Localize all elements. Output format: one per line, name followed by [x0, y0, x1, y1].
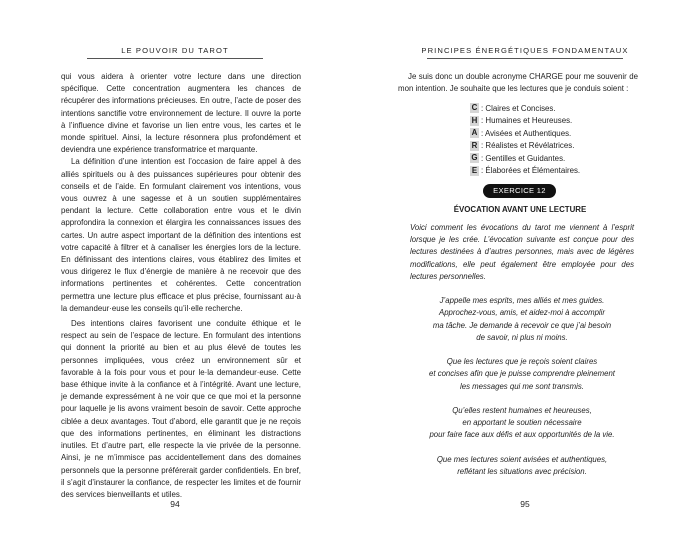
exercise-badge: EXERCICE 12 [483, 184, 556, 198]
stanza-line: J’appelle mes esprits, mes alliés et mes guides. [439, 296, 605, 306]
invocation-stanza [410, 295, 634, 344]
stanza-line: Que les lectures que je reçois soient claires [446, 357, 598, 367]
acronym-letter: E [471, 165, 478, 175]
paragraph: La définition d’une intention est l’occasion de faire appel à des alliés spirituels ou à des puissances supérieures pour obtenir des conseils et de l’aide. En formulant clairement vos intentions, vous vous ouvrez à une sagesse et à un soutien supplémentaires pendant la lecture. Cette collaboration entre vous et le divin approfondira la connexion et élargira les connaissances issues des cartes. Un autre aspect important de la définition des intentions est votre capacité à filtrer et à canaliser les énergies lors de la lecture. En définissant des intentions claires, vous établirez des limites et vous dirigerez le flux d’énergie de manière à ne recevoir que des informations pertinentes et cohérentes. Cette concentration permettra une lecture plus efficace et plus précise, fournissant au·à la demandeur·euse les conseils qu’il·elle recherche. [61, 157, 301, 313]
invocation-text [410, 222, 634, 478]
stanza-line: en apportant le soutien nécessaire [462, 418, 582, 428]
invocation-stanza [410, 405, 634, 442]
body-text-right [398, 71, 638, 95]
list-item [470, 152, 580, 165]
acronym-text: : Réalistes et Révélatrices. [481, 141, 575, 151]
invocation-stanza [410, 454, 634, 478]
running-head-left [0, 46, 350, 55]
list-item [470, 127, 580, 140]
list-item [470, 140, 580, 153]
running-head-rule [427, 58, 623, 59]
running-head-title: LE POUVOIR DU TAROT [121, 46, 229, 55]
exercise-title: ÉVOCATION AVANT UNE LECTURE [453, 205, 587, 214]
paragraph: Je suis donc un double acronyme CHARGE pour me souvenir de mon intention. Je souhaite que les lectures que je conduis soient : [398, 72, 638, 94]
list-item [470, 165, 580, 178]
invocation-intro: Voici comment les évocations du tarot me viennent à l’esprit lorsque je les crée. L’évocation suivante est conçue pour des lectures destinées à d’autres personnes, mais avec de légères modifications, elle peut également être employée pour des lectures personnelles. [410, 223, 634, 281]
acronym-text: : Gentilles et Guidantes. [481, 153, 566, 163]
stanza-line: les messages qui me sont transmis. [460, 381, 584, 391]
acronym-text: : Élaborées et Élémentaires. [481, 166, 581, 176]
acronym-letter: H [471, 115, 478, 125]
acronym-text: : Avisées et Authentiques. [481, 128, 572, 138]
page-number: 95 [520, 499, 530, 509]
invocation-stanza [410, 356, 634, 393]
page-number: 94 [170, 499, 180, 509]
running-head-rule [87, 58, 263, 59]
paragraph: Des intentions claires favorisent une conduite éthique et le respect au sein de l’espace de lecture. En formulant des intentions qui donnent la priorité au bien et au plus élevé de toutes les personnes impliquées, vous créez un environnement sûr et favorable à la fois pour vous et pour le·la demandeur·euse. Cette base éthique invite à la confiance et à l’intégrité. Avant une lecture, je demande expressément à ne voir que ce que moi et la personne pour laquelle je lis avons vraiment besoin de savoir. Cette approche ciblée a deux avantages. Tout d’abord, elle garantit que je ne reçois que des informations pertinentes, en éliminant les distractions inutiles. Et d’autre part, elle respecte la vie privée de la personne. Ainsi, je ne m’immisce pas accidentellement dans des domaines personnels que la personne préférerait garder confidentiels. En bref, il s’agit d’instaurer la confiance, de respecter les limites et de fournir des services bienveillants et utiles. [61, 319, 301, 499]
stanza-line: Approchez-vous, amis, et aidez-moi à accomplir [439, 308, 605, 318]
acronym-letter: C [471, 103, 478, 113]
stanza-line: reflétant les situations avec précision. [457, 467, 587, 476]
stanza-line: et concises afin que je puisse comprendre pleinement [429, 369, 615, 379]
right-page [350, 0, 700, 538]
body-text-left [61, 71, 301, 501]
acronym-text: : Claires et Concises. [481, 103, 556, 113]
stanza-line: Que mes lectures soient avisées et authentiques, [436, 454, 608, 464]
stanza-line: ma tâche. Je demande à recevoir ce que j’ai besoin [432, 320, 612, 330]
acronym-letter: R [471, 140, 478, 150]
list-item [470, 102, 580, 115]
paragraph: qui vous aidera à orienter votre lecture dans une direction spécifique. Cette concentration augmentera les chances de récupérer des informations précieuses. En outre, l’acte de poser des intentions sanctifie votre environnement de lecture. Il ouvre la porte à l’influence divine et favorise un lien entre vous, les cartes et le monde spirituel. Ainsi, la lecture résonnera plus profondément et deviendra une expérience transformatrice et marquante. [61, 72, 301, 155]
stanza-line: Qu’elles restent humaines et heureuses, [452, 406, 592, 415]
running-head-right [350, 46, 700, 55]
acronym-text: : Humaines et Heureuses. [481, 116, 573, 126]
stanza-line: de savoir, ni plus ni moins. [476, 332, 568, 342]
acronym-letter: A [471, 128, 478, 138]
stanza-line: pour faire face aux défis et aux opportunités de la vie. [429, 430, 615, 440]
running-head-title: PRINCIPES ÉNERGÉTIQUES FONDAMENTAUX [421, 46, 629, 55]
list-item [470, 115, 580, 128]
acronym-letter: G [471, 153, 478, 163]
charge-acronym-list [470, 102, 580, 177]
